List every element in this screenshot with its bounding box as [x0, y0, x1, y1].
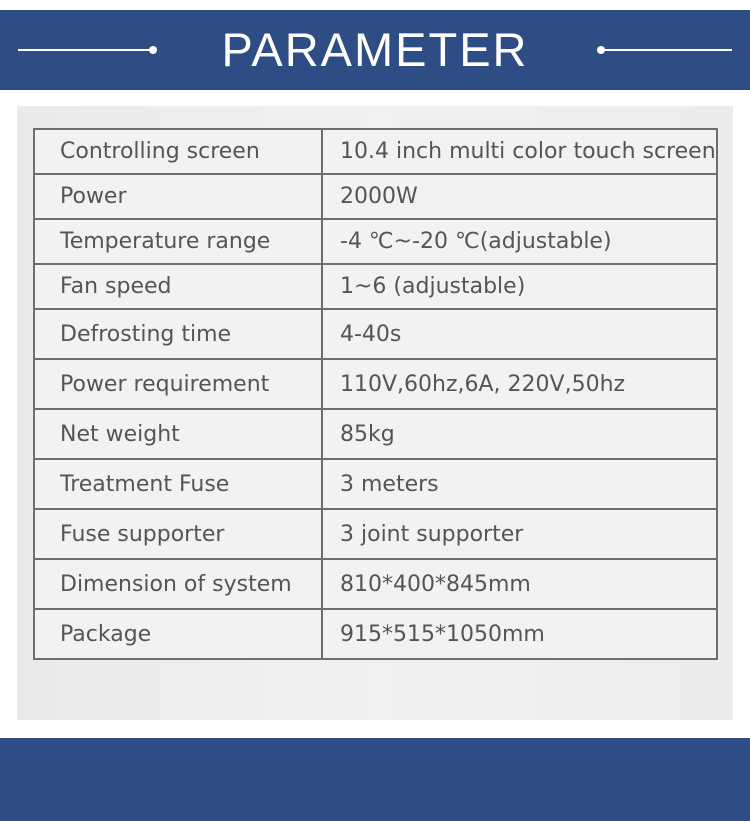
row-value: 915*515*1050mm: [322, 609, 717, 659]
row-value: 3 joint supporter: [322, 509, 717, 559]
table-row: [34, 174, 717, 219]
table-row: [34, 219, 717, 264]
table-row: [34, 509, 717, 559]
table-row: [34, 309, 717, 359]
header-banner: [0, 10, 750, 90]
table-row: [34, 609, 717, 659]
table-row: [34, 264, 717, 309]
table-row: [34, 359, 717, 409]
row-value: -4 ℃~-20 ℃(adjustable): [322, 219, 717, 264]
row-label: Dimension of system: [34, 559, 322, 609]
row-value: 3 meters: [322, 459, 717, 509]
row-value: 810*400*845mm: [322, 559, 717, 609]
row-label: Package: [34, 609, 322, 659]
row-value: 1~6 (adjustable): [322, 264, 717, 309]
row-label: Power: [34, 174, 322, 219]
table-row: [34, 409, 717, 459]
parameter-table: [33, 128, 718, 660]
table-row: [34, 129, 717, 174]
row-label: Net weight: [34, 409, 322, 459]
row-label: Power requirement: [34, 359, 322, 409]
row-value: 2000W: [322, 174, 717, 219]
row-value: 110V,60hz,6A, 220V,50hz: [322, 359, 717, 409]
row-label: Defrosting time: [34, 309, 322, 359]
row-value: 85kg: [322, 409, 717, 459]
row-value: 10.4 inch multi color touch screen: [322, 129, 717, 174]
row-label: Fan speed: [34, 264, 322, 309]
row-value: 4-40s: [322, 309, 717, 359]
row-label: Treatment Fuse: [34, 459, 322, 509]
row-label: Fuse supporter: [34, 509, 322, 559]
header-decor-line-right: [602, 49, 732, 51]
row-label: Controlling screen: [34, 129, 322, 174]
table-row: [34, 559, 717, 609]
row-label: Temperature range: [34, 219, 322, 264]
table-row: [34, 459, 717, 509]
page-title: PARAMETER: [221, 23, 529, 76]
footer-banner: [0, 738, 750, 821]
